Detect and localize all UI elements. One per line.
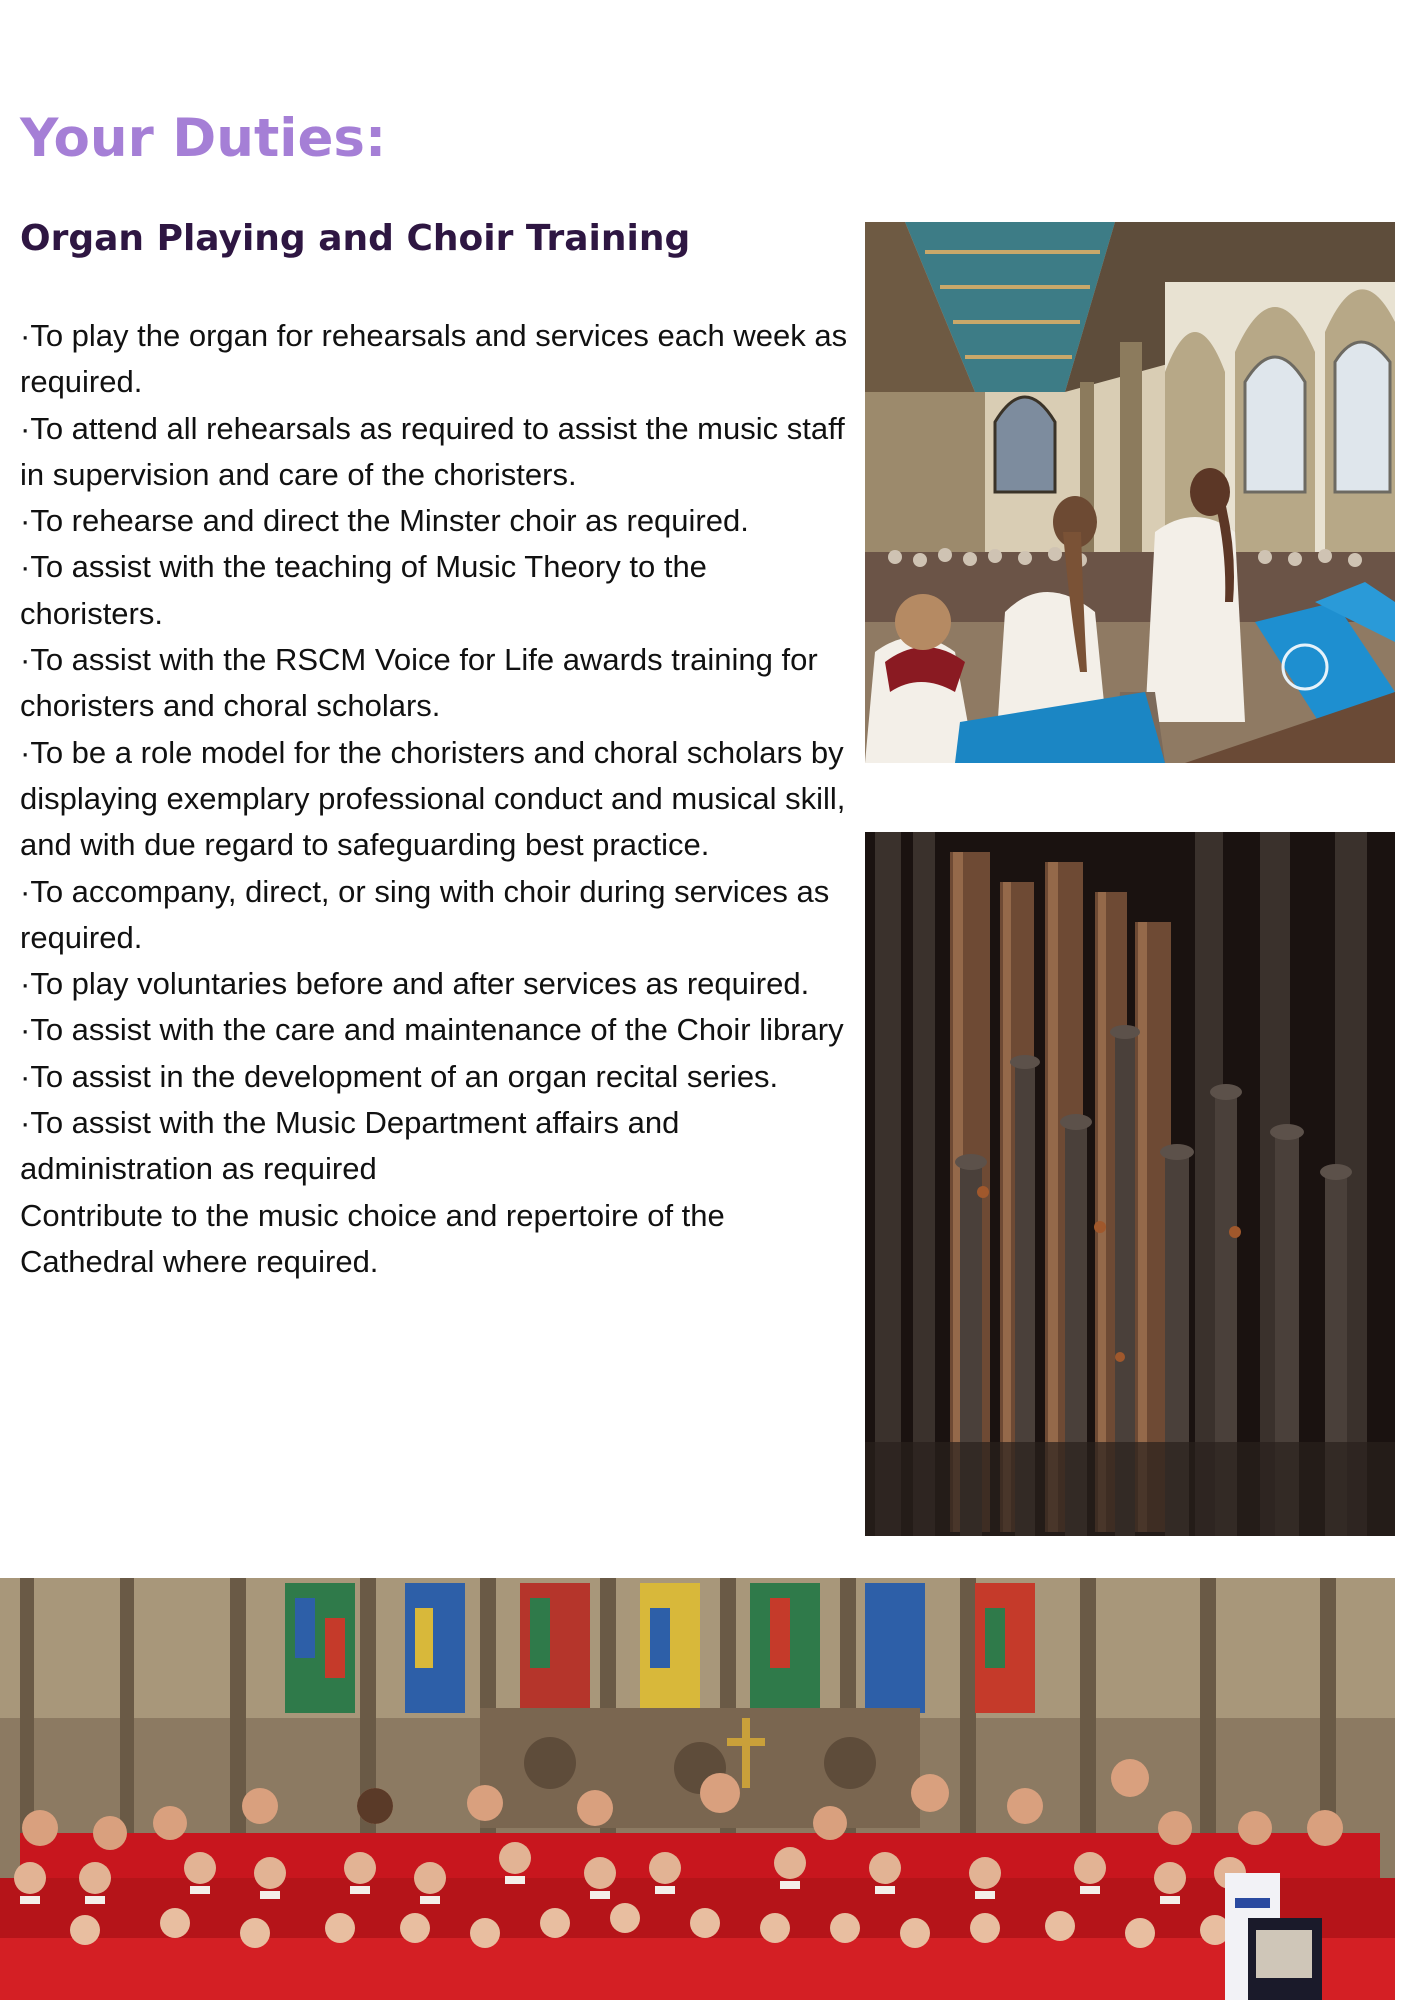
duty-item: ·To be a role model for the choristers and choral scholars by displaying exemplary professional conduct and musical skill, and with due regard to safeguarding best practice. (20, 734, 846, 863)
duty-item: Contribute to the music choice and repertoire of the Cathedral where required. (20, 1197, 725, 1279)
choir-group-illustration (0, 1578, 1395, 2000)
duties-list (20, 313, 850, 1285)
section-heading: Organ Playing and Choir Training (20, 218, 691, 259)
organ-pipes-photo (865, 832, 1395, 1536)
choir-group-photo (0, 1578, 1395, 2000)
duty-item: ·To assist with the RSCM Voice for Life awards training for choristers and choral scholars. (20, 642, 818, 724)
procession-illustration (865, 222, 1395, 763)
duty-item: ·To assist with the Music Department affairs and administration as required (20, 1105, 680, 1187)
organ-pipes-illustration (865, 832, 1395, 1536)
page-title: Your Duties: (20, 108, 387, 169)
duty-item: ·To accompany, direct, or sing with choir during services as required. (20, 873, 830, 955)
duty-item: ·To attend all rehearsals as required to assist the music staff in supervision and care of the choristers. (20, 410, 845, 492)
duty-item: ·To rehearse and direct the Minster choir as required. (20, 503, 749, 539)
duty-item: ·To assist with the care and maintenance of the Choir library (20, 1012, 844, 1048)
duty-item: ·To play voluntaries before and after services as required. (20, 966, 810, 1002)
duty-item: ·To play the organ for rehearsals and services each week as required. (20, 318, 848, 400)
procession-photo (865, 222, 1395, 763)
duty-item: ·To assist with the teaching of Music Theory to the choristers. (20, 549, 707, 631)
duty-item: ·To assist in the development of an organ recital series. (20, 1058, 779, 1094)
